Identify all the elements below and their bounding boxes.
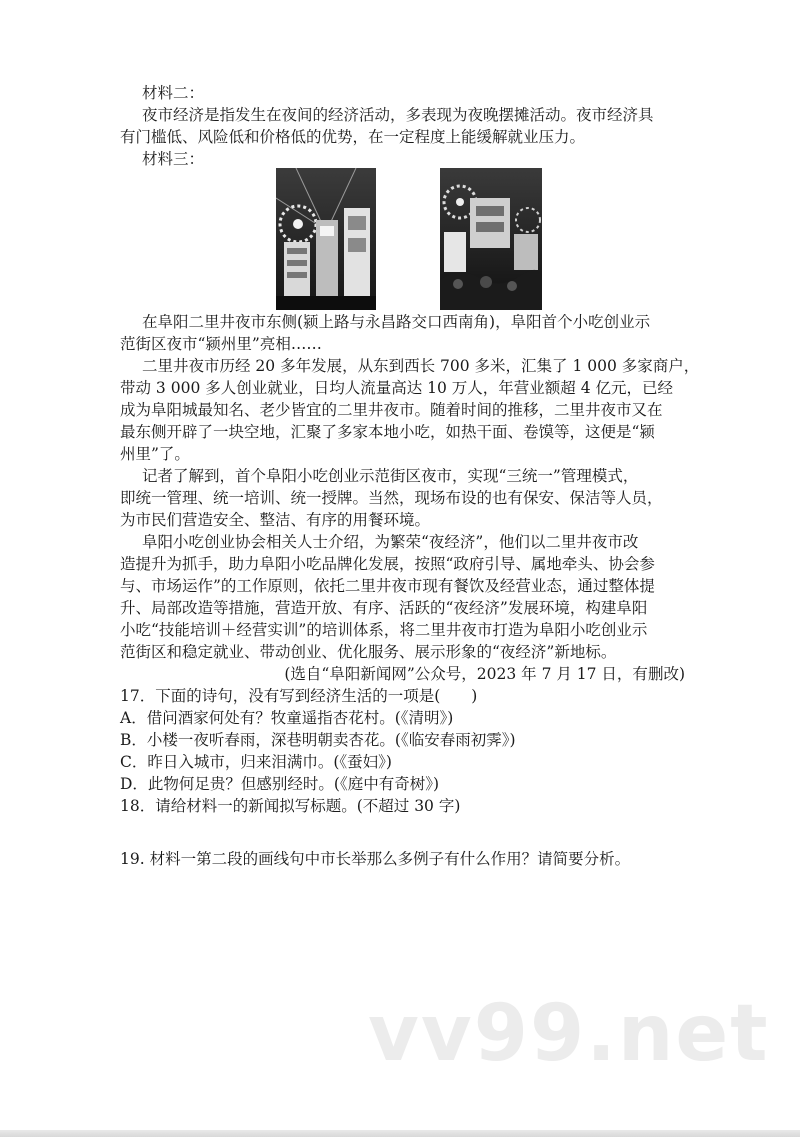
paragraph-line: 即统一管理、统一培训、统一授牌。当然，现场布设的也有保安、保洁等人员，: [120, 489, 663, 507]
question-17-option-d: D．此物何足贵？但感别经时。(《庭中有奇树》): [120, 775, 440, 793]
section3-heading: 材料三：: [142, 150, 205, 168]
page-bottom-edge: [0, 1130, 800, 1137]
question-17-option-c: C．昨日入城市，归来泪满巾。(《蚕妇》): [120, 753, 392, 771]
question-17-option-a: A．借问酒家何处有？牧童遥指杏花村。(《清明》): [120, 709, 454, 727]
paragraph-line: 造提升为抓手，助力阜阳小吃品牌化发展，按照“政府引导、属地牵头、协会参: [120, 555, 655, 573]
night-market-photo-1: [276, 168, 376, 310]
paragraph-line: 带动 3 000 多人创业就业，日均人流量高达 10 万人，年营业额超 4 亿元，已经: [120, 379, 674, 397]
night-market-photo-2: [440, 168, 542, 310]
paragraph-line: 小吃“技能培训＋经营实训”的培训体系，将二里井夜市打造为阜阳小吃创业示: [120, 621, 648, 639]
paragraph-line: 州里”了。: [120, 445, 190, 463]
question-17-option-b: B．小楼一夜听春雨，深巷明朝卖杏花。(《临安春雨初霁》): [120, 731, 516, 749]
paragraph-line: 最东侧开辟了一块空地，汇聚了多家本地小吃，如热干面、卷馍等，这便是“颍: [120, 423, 655, 441]
paragraph-line: 夜市经济是指发生在夜间的经济活动，多表现为夜晚摆摊活动。夜市经济具: [142, 106, 654, 124]
paragraph-line: 在阜阳二里井夜市东侧(颍上路与永昌路交口西南角)，阜阳首个小吃创业示: [142, 313, 651, 331]
source-citation: (选自“阜阳新闻网”公众号，2023 年 7 月 17 日，有删改): [284, 665, 685, 683]
paragraph-line: 为市民们营造安全、整洁、有序的用餐环境。: [120, 511, 431, 529]
paragraph-line: 升、局部改造等措施，营造开放、有序、活跃的“夜经济”发展环境，构建阜阳: [120, 599, 648, 617]
question-18-stem: 18．请给材料一的新闻拟写标题。(不超过 30 字): [120, 797, 461, 815]
question-17-stem: 17．下面的诗句，没有写到经济生活的一项是( ): [120, 687, 478, 705]
paragraph-line: 范街区夜市“颍州里”亮相……: [120, 335, 322, 353]
watermark-text: vv99.net: [368, 989, 770, 1079]
paragraph-line: 阜阳小吃创业协会相关人士介绍，为繁荣“夜经济”，他们以二里井夜市改: [142, 533, 639, 551]
paragraph-line: 成为阜阳城最知名、老少皆宜的二里井夜市。随着时间的推移，二里井夜市又在: [120, 401, 663, 419]
paragraph-line: 与、市场运作”的工作原则，依托二里井夜市现有餐饮及经营业态，通过整体提: [120, 577, 655, 595]
paragraph-line: 范街区和稳定就业、带动创业、优化服务、展示形象的“夜经济”新地标。: [120, 643, 617, 661]
section2-heading: 材料二：: [142, 84, 205, 102]
paragraph-line: 记者了解到，首个阜阳小吃创业示范街区夜市，实现“三统一”管理模式，: [142, 467, 639, 485]
question-19-stem: 19. 材料一第二段的画线句中市长举那么多例子有什么作用？请简要分析。: [120, 850, 631, 868]
paragraph-line: 二里井夜市历经 20 多年发展，从东到西长 700 多米，汇集了 1 000 多家商户，: [142, 357, 700, 375]
paragraph-line: 有门槛低、风险低和价格低的优势，在一定程度上能缓解就业压力。: [120, 128, 586, 146]
